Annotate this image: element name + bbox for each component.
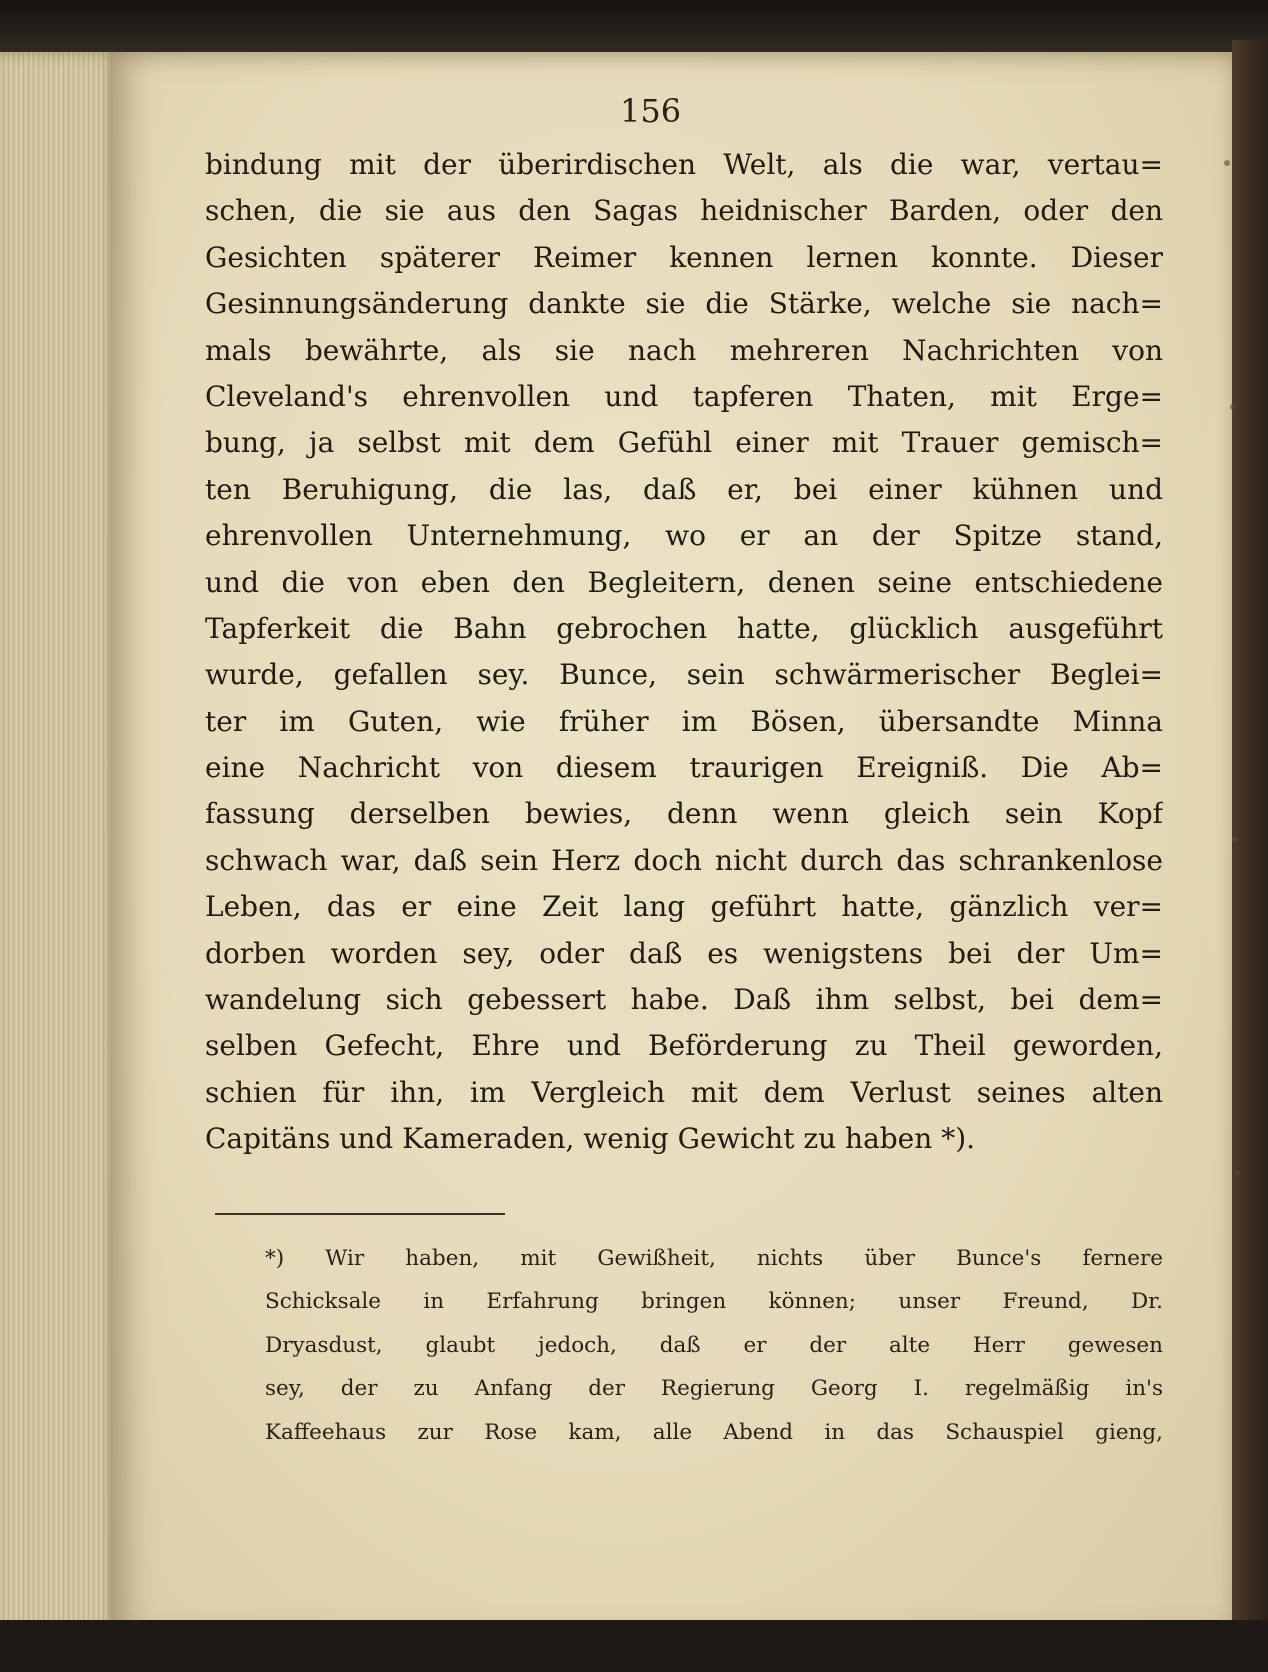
- page-edge-stack: [0, 52, 120, 1632]
- text-line: eine Nachricht von diesem traurigen Ereigniß. Die Ab=: [205, 751, 1163, 785]
- text-line: Cleveland's ehrenvollen und tapferen Thaten, mit Erge=: [205, 379, 1163, 413]
- body-text: [205, 142, 1163, 1163]
- text-line: selben Gefecht, Ehre und Beförderung zu Theil geworden,: [205, 1029, 1163, 1063]
- text-line: schen, die sie aus den Sagas heidnischer Barden, oder den: [205, 194, 1163, 228]
- text-line: ter im Guten, wie früher im Bösen, übersandte Minna: [205, 704, 1163, 738]
- footnote-line: sey, der zu Anfang der Regierung Georg I. regelmäßig in's: [265, 1376, 1163, 1402]
- text-line: schien für ihn, im Vergleich mit dem Verlust seines alten: [205, 1075, 1163, 1109]
- text-line: Gesichten späterer Reimer kennen lernen konnte. Dieser: [205, 240, 1163, 274]
- margin-mark: [1232, 836, 1238, 842]
- book-top-edge: [0, 0, 1268, 60]
- margin-mark: [1234, 1170, 1240, 1176]
- footnote-line: *) Wir haben, mit Gewißheit, nichts über Bunce's fernere: [265, 1246, 1163, 1271]
- text-line: bindung mit der überirdischen Welt, als die war, vertau=: [205, 148, 1163, 181]
- text-line: wandelung sich gebessert habe. Daß ihm selbst, bei dem=: [205, 983, 1163, 1017]
- footnote: [265, 1237, 1163, 1454]
- text-line: Tapferkeit die Bahn gebrochen hatte, glücklich ausgeführt: [205, 611, 1163, 645]
- text-line: Gesinnungsänderung dankte sie die Stärke, welche sie nach=: [205, 287, 1163, 321]
- margin-mark: [1224, 160, 1230, 166]
- page-number: 156: [620, 92, 682, 130]
- text-line: Capitäns und Kameraden, wenig Gewicht zu haben *).: [205, 1122, 976, 1156]
- text-line: Leben, das er eine Zeit lang geführt hatte, gänzlich ver=: [205, 890, 1163, 924]
- text-line: bung, ja selbst mit dem Gefühl einer mit Trauer gemisch=: [205, 426, 1163, 460]
- footnote-line: Dryasdust, glaubt jedoch, daß er der alte Herr gewesen: [265, 1332, 1163, 1358]
- text-line: dorben worden sey, oder daß es wenigstens bei der Um=: [205, 936, 1163, 970]
- text-line: ten Beruhigung, die las, daß er, bei einer kühnen und: [205, 472, 1163, 506]
- text-line: und die von eben den Begleitern, denen seine entschiedene: [205, 565, 1163, 599]
- text-line: fassung derselben bewies, denn wenn gleich sein Kopf: [205, 797, 1163, 831]
- footnote-line: Schicksale in Erfahrung bringen können; unser Freund, Dr.: [265, 1289, 1163, 1315]
- text-line: mals bewährte, als sie nach mehreren Nachrichten von: [205, 333, 1163, 367]
- footnote-divider: [215, 1213, 505, 1215]
- text-line: ehrenvollen Unternehmung, wo er an der Spitze stand,: [205, 519, 1163, 553]
- footnote-line: Kaffeehaus zur Rose kam, alle Abend in das Schauspiel gieng,: [265, 1419, 1163, 1445]
- book-cover-edge: [1232, 40, 1268, 1672]
- bottom-shadow: [0, 1620, 1268, 1672]
- margin-mark: [1230, 404, 1236, 410]
- text-line: schwach war, daß sein Herz doch nicht durch das schrankenlose: [205, 843, 1163, 877]
- text-line: wurde, gefallen sey. Bunce, sein schwärmerischer Beglei=: [205, 658, 1163, 692]
